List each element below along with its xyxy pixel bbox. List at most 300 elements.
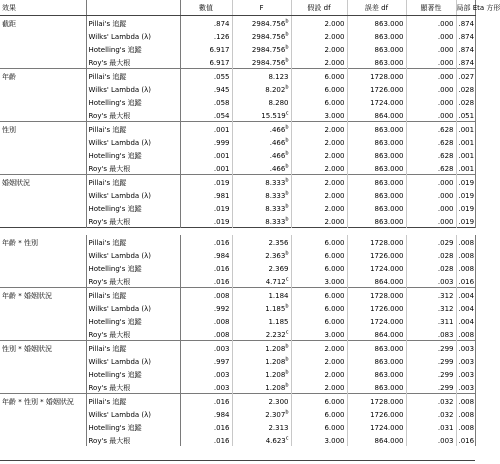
error-df-cell: 863.000	[347, 135, 406, 148]
f-value: 8.123	[268, 73, 289, 81]
hypothesis-df-cell: 3.000	[291, 274, 347, 288]
statistic-name: Hotelling's 追蹤	[86, 367, 180, 380]
hypothesis-df-cell: 3.000	[291, 433, 347, 446]
f-footnote-marker: b	[285, 250, 289, 257]
table-row	[0, 214, 475, 228]
separator-cell	[180, 228, 232, 236]
significance-cell: .031	[406, 420, 456, 433]
partial-eta-cell: .027	[456, 69, 475, 83]
separator-cell	[232, 228, 291, 236]
f-value: 2984.756	[251, 20, 286, 28]
error-df-cell: 1726.000	[347, 248, 406, 261]
header-effect: 效果	[0, 0, 86, 16]
header-statistic	[86, 0, 180, 16]
f-cell	[232, 161, 291, 175]
significance-cell: .000	[406, 55, 456, 69]
partial-eta-cell: .001	[456, 135, 475, 148]
f-footnote-marker: b	[285, 190, 289, 197]
error-df-cell: 863.000	[347, 201, 406, 214]
table-row	[0, 274, 475, 288]
f-cell	[232, 214, 291, 228]
value-cell: .001	[180, 148, 232, 161]
table-row	[0, 55, 475, 69]
table-row	[0, 175, 475, 189]
hypothesis-df-cell: 6.000	[291, 407, 347, 420]
f-cell	[232, 301, 291, 314]
header-value: 數值	[180, 0, 232, 16]
f-cell	[232, 16, 291, 30]
f-cell	[232, 288, 291, 302]
table-row	[0, 288, 475, 302]
f-footnote-marker: b	[285, 137, 289, 144]
error-df-cell: 1726.000	[347, 407, 406, 420]
significance-cell: .628	[406, 135, 456, 148]
partial-eta-cell: .003	[456, 367, 475, 380]
error-df-cell: 864.000	[347, 327, 406, 341]
f-cell	[232, 261, 291, 274]
significance-cell: .299	[406, 341, 456, 355]
hypothesis-df-cell: 6.000	[291, 69, 347, 83]
table-row	[0, 327, 475, 341]
table-row	[0, 394, 475, 408]
significance-cell: .000	[406, 82, 456, 95]
effect-cell-empty	[0, 327, 86, 341]
effect-cell-empty	[0, 95, 86, 108]
effect-cell-empty	[0, 248, 86, 261]
hypothesis-df-cell: 2.000	[291, 201, 347, 214]
f-cell	[232, 29, 291, 42]
effect-label: 截距	[0, 16, 86, 30]
statistic-name: Hotelling's 追蹤	[86, 95, 180, 108]
hypothesis-df-cell: 2.000	[291, 214, 347, 228]
f-cell	[232, 55, 291, 69]
header-f: F	[232, 0, 291, 16]
f-footnote-marker: c	[285, 110, 289, 117]
partial-eta-cell: .008	[456, 394, 475, 408]
effect-label: 年齡 * 婚姻狀況	[0, 288, 86, 302]
significance-cell: .000	[406, 42, 456, 55]
effect-label: 性別 * 婚姻狀況	[0, 341, 86, 355]
f-cell	[232, 327, 291, 341]
effect-cell-empty	[0, 188, 86, 201]
statistic-name: Wilks' Lambda (λ)	[86, 354, 180, 367]
significance-cell: .311	[406, 314, 456, 327]
effect-cell-empty	[0, 354, 86, 367]
value-cell: .016	[180, 235, 232, 248]
header-error-df: 誤差 df	[347, 0, 406, 16]
f-value: 2.363	[265, 252, 286, 260]
hypothesis-df-cell: 6.000	[291, 95, 347, 108]
significance-cell: .299	[406, 367, 456, 380]
value-cell: .001	[180, 122, 232, 136]
table-row	[0, 235, 475, 248]
f-value: 1.185	[265, 305, 286, 313]
statistic-name: Pillai's 追蹤	[86, 175, 180, 189]
effect-cell-empty	[0, 301, 86, 314]
table-row	[0, 108, 475, 122]
f-cell	[232, 274, 291, 288]
f-footnote-marker: b	[285, 356, 289, 363]
statistic-name: Pillai's 追蹤	[86, 69, 180, 83]
table-row	[0, 433, 475, 446]
separator-cell	[406, 228, 456, 236]
partial-eta-cell: .003	[456, 354, 475, 367]
statistic-name: Pillai's 追蹤	[86, 341, 180, 355]
hypothesis-df-cell: 6.000	[291, 314, 347, 327]
value-cell: .016	[180, 261, 232, 274]
f-footnote-marker: b	[285, 150, 289, 157]
value-cell: .001	[180, 161, 232, 175]
error-df-cell: 1726.000	[347, 82, 406, 95]
f-footnote-marker: b	[285, 124, 289, 131]
effect-cell-empty	[0, 380, 86, 394]
f-footnote-marker: b	[285, 163, 289, 170]
table-row	[0, 341, 475, 355]
table-row	[0, 16, 475, 30]
f-footnote-marker: b	[285, 203, 289, 210]
table-row	[0, 82, 475, 95]
value-cell: .003	[180, 380, 232, 394]
hypothesis-df-cell: 2.000	[291, 354, 347, 367]
f-cell	[232, 420, 291, 433]
value-cell: .016	[180, 420, 232, 433]
error-df-cell: 863.000	[347, 341, 406, 355]
hypothesis-df-cell: 6.000	[291, 235, 347, 248]
f-value: 2984.756	[251, 33, 286, 41]
error-df-cell: 863.000	[347, 367, 406, 380]
f-value: 1.208	[265, 371, 286, 379]
statistic-name: Roy's 最大根	[86, 380, 180, 394]
effect-cell-empty	[0, 214, 86, 228]
hypothesis-df-cell: 6.000	[291, 82, 347, 95]
f-cell	[232, 122, 291, 136]
error-df-cell: 1724.000	[347, 95, 406, 108]
header-partial-eta-squared: 局部 Eta 方形	[456, 0, 475, 16]
value-cell: 6.917	[180, 55, 232, 69]
table-row	[0, 42, 475, 55]
error-df-cell: 1724.000	[347, 420, 406, 433]
f-cell	[232, 367, 291, 380]
f-cell	[232, 341, 291, 355]
effect-cell-empty	[0, 261, 86, 274]
f-value: 1.208	[265, 345, 286, 353]
value-cell: .874	[180, 16, 232, 30]
statistic-name: Wilks' Lambda (λ)	[86, 29, 180, 42]
header-hypothesis-df: 假設 df	[291, 0, 347, 16]
f-footnote-marker: b	[285, 44, 289, 51]
f-footnote-marker: b	[285, 382, 289, 389]
f-value: 1.208	[265, 358, 286, 366]
statistic-name: Wilks' Lambda (λ)	[86, 82, 180, 95]
separator-cell	[86, 228, 180, 236]
f-value: 8.333	[265, 192, 286, 200]
hypothesis-df-cell: 2.000	[291, 380, 347, 394]
statistic-name: Roy's 最大根	[86, 161, 180, 175]
f-cell	[232, 314, 291, 327]
partial-eta-cell: .019	[456, 175, 475, 189]
significance-cell: .000	[406, 188, 456, 201]
hypothesis-df-cell: 6.000	[291, 288, 347, 302]
f-footnote-marker: c	[285, 276, 289, 283]
f-footnote-marker: b	[285, 409, 289, 416]
effect-label: 年齡 * 性別	[0, 235, 86, 248]
f-value: 2.356	[268, 239, 289, 247]
error-df-cell: 863.000	[347, 354, 406, 367]
significance-cell: .028	[406, 248, 456, 261]
error-df-cell: 1728.000	[347, 69, 406, 83]
partial-eta-cell: .028	[456, 95, 475, 108]
effect-cell-empty	[0, 314, 86, 327]
f-footnote-marker: b	[285, 57, 289, 64]
table-row	[0, 314, 475, 327]
hypothesis-df-cell: 6.000	[291, 261, 347, 274]
f-value: .466	[269, 152, 286, 160]
significance-cell: .003	[406, 433, 456, 446]
error-df-cell: 863.000	[347, 380, 406, 394]
statistic-name: Hotelling's 追蹤	[86, 148, 180, 161]
statistic-name: Wilks' Lambda (λ)	[86, 407, 180, 420]
partial-eta-cell: .003	[456, 341, 475, 355]
hypothesis-df-cell: 6.000	[291, 394, 347, 408]
f-value: 1.185	[268, 318, 289, 326]
error-df-cell: 863.000	[347, 188, 406, 201]
partial-eta-cell: .008	[456, 407, 475, 420]
statistic-name: Pillai's 追蹤	[86, 122, 180, 136]
partial-eta-cell: .001	[456, 148, 475, 161]
f-value: 2.369	[268, 265, 289, 273]
f-value: 2.232	[265, 331, 286, 339]
table-row	[0, 367, 475, 380]
table-row	[0, 380, 475, 394]
value-cell: .997	[180, 354, 232, 367]
effect-cell-empty	[0, 420, 86, 433]
value-cell: .016	[180, 274, 232, 288]
f-value: 2984.756	[251, 59, 286, 67]
partial-eta-cell: .001	[456, 161, 475, 175]
significance-cell: .000	[406, 95, 456, 108]
significance-cell: .000	[406, 16, 456, 30]
effect-cell-empty	[0, 135, 86, 148]
f-cell	[232, 175, 291, 189]
header-row	[0, 0, 475, 16]
f-cell	[232, 82, 291, 95]
hypothesis-df-cell: 2.000	[291, 122, 347, 136]
f-value: .466	[269, 126, 286, 134]
hypothesis-df-cell: 6.000	[291, 248, 347, 261]
f-cell	[232, 148, 291, 161]
value-cell: .126	[180, 29, 232, 42]
significance-cell: .312	[406, 288, 456, 302]
error-df-cell: 863.000	[347, 175, 406, 189]
effect-cell-empty	[0, 148, 86, 161]
error-df-cell: 863.000	[347, 161, 406, 175]
significance-cell: .000	[406, 108, 456, 122]
f-cell	[232, 108, 291, 122]
header-significance: 顯著性	[406, 0, 456, 16]
table-row	[0, 420, 475, 433]
f-cell	[232, 188, 291, 201]
partial-eta-cell: .008	[456, 327, 475, 341]
partial-eta-cell: .004	[456, 301, 475, 314]
f-cell	[232, 248, 291, 261]
f-value: 8.333	[265, 218, 286, 226]
value-cell: .992	[180, 301, 232, 314]
partial-eta-cell: .874	[456, 29, 475, 42]
table-row	[0, 407, 475, 420]
value-cell: .008	[180, 314, 232, 327]
f-cell	[232, 69, 291, 83]
value-cell: .008	[180, 288, 232, 302]
table-row	[0, 201, 475, 214]
hypothesis-df-cell: 3.000	[291, 108, 347, 122]
statistic-name: Pillai's 追蹤	[86, 394, 180, 408]
f-value: 4.623	[265, 437, 286, 445]
partial-eta-cell: .016	[456, 274, 475, 288]
partial-eta-cell: .019	[456, 188, 475, 201]
error-df-cell: 864.000	[347, 433, 406, 446]
significance-cell: .032	[406, 407, 456, 420]
table-row	[0, 354, 475, 367]
hypothesis-df-cell: 2.000	[291, 55, 347, 69]
f-value: 1.184	[268, 292, 289, 300]
f-value: 2.313	[268, 424, 289, 432]
partial-eta-cell: .051	[456, 108, 475, 122]
f-cell	[232, 42, 291, 55]
effect-cell-empty	[0, 433, 86, 446]
error-df-cell: 863.000	[347, 55, 406, 69]
error-df-cell: 1724.000	[347, 314, 406, 327]
statistic-name: Roy's 最大根	[86, 214, 180, 228]
table-row	[0, 135, 475, 148]
f-value: 2.300	[268, 398, 289, 406]
hypothesis-df-cell: 2.000	[291, 188, 347, 201]
table-row	[0, 69, 475, 83]
statistic-name: Hotelling's 追蹤	[86, 261, 180, 274]
value-cell: .019	[180, 201, 232, 214]
value-cell: .055	[180, 69, 232, 83]
f-footnote-marker: b	[285, 343, 289, 350]
table-row	[0, 188, 475, 201]
statistic-name: Roy's 最大根	[86, 55, 180, 69]
f-cell	[232, 394, 291, 408]
table-row	[0, 261, 475, 274]
value-cell: .016	[180, 433, 232, 446]
significance-cell: .083	[406, 327, 456, 341]
effect-cell-empty	[0, 29, 86, 42]
f-footnote-marker: c	[285, 435, 289, 442]
f-cell	[232, 95, 291, 108]
f-footnote-marker: b	[285, 177, 289, 184]
effect-cell-empty	[0, 42, 86, 55]
f-value: 2984.756	[251, 46, 286, 54]
effect-label: 年齡	[0, 69, 86, 83]
statistic-name: Wilks' Lambda (λ)	[86, 248, 180, 261]
hypothesis-df-cell: 6.000	[291, 301, 347, 314]
f-value: 8.333	[265, 179, 286, 187]
partial-eta-cell: .004	[456, 314, 475, 327]
value-cell: .945	[180, 82, 232, 95]
significance-cell: .003	[406, 274, 456, 288]
value-cell: .008	[180, 327, 232, 341]
partial-eta-cell: .016	[456, 433, 475, 446]
value-cell: 6.917	[180, 42, 232, 55]
f-cell	[232, 201, 291, 214]
value-cell: .999	[180, 135, 232, 148]
table-row	[0, 29, 475, 42]
partial-eta-cell: .019	[456, 214, 475, 228]
effect-cell-empty	[0, 82, 86, 95]
error-df-cell: 864.000	[347, 274, 406, 288]
partial-eta-cell: .003	[456, 380, 475, 394]
f-footnote-marker: b	[285, 18, 289, 25]
separator-cell	[0, 228, 86, 236]
partial-eta-cell: .019	[456, 201, 475, 214]
hypothesis-df-cell: 3.000	[291, 327, 347, 341]
error-df-cell: 1728.000	[347, 394, 406, 408]
significance-cell: .000	[406, 69, 456, 83]
significance-cell: .299	[406, 380, 456, 394]
significance-cell: .028	[406, 261, 456, 274]
value-cell: .019	[180, 175, 232, 189]
error-df-cell: 863.000	[347, 214, 406, 228]
section-separator-row	[0, 228, 475, 236]
statistic-name: Roy's 最大根	[86, 327, 180, 341]
partial-eta-cell: .001	[456, 122, 475, 136]
f-value: 1.208	[265, 384, 286, 392]
f-footnote-marker: b	[285, 31, 289, 38]
statistic-name: Pillai's 追蹤	[86, 288, 180, 302]
statistic-name: Pillai's 追蹤	[86, 235, 180, 248]
error-df-cell: 863.000	[347, 122, 406, 136]
table-row	[0, 148, 475, 161]
table-row	[0, 301, 475, 314]
effect-cell-empty	[0, 407, 86, 420]
error-df-cell: 863.000	[347, 16, 406, 30]
statistic-name: Hotelling's 追蹤	[86, 420, 180, 433]
value-cell: .003	[180, 367, 232, 380]
f-cell	[232, 380, 291, 394]
effect-label: 年齡 * 性別 * 婚姻狀況	[0, 394, 86, 408]
effect-label: 婚姻狀況	[0, 175, 86, 189]
statistic-name: Roy's 最大根	[86, 433, 180, 446]
error-df-cell: 1724.000	[347, 261, 406, 274]
statistic-name: Pillai's 追蹤	[86, 16, 180, 30]
significance-cell: .628	[406, 122, 456, 136]
table-row	[0, 95, 475, 108]
value-cell: .984	[180, 248, 232, 261]
partial-eta-cell: .008	[456, 420, 475, 433]
f-cell	[232, 433, 291, 446]
f-value: 8.280	[268, 99, 289, 107]
f-footnote-marker: b	[285, 303, 289, 310]
error-df-cell: 1728.000	[347, 235, 406, 248]
error-df-cell: 864.000	[347, 108, 406, 122]
significance-cell: .628	[406, 161, 456, 175]
partial-eta-cell: .874	[456, 42, 475, 55]
significance-cell: .000	[406, 29, 456, 42]
table-row	[0, 122, 475, 136]
statistic-name: Wilks' Lambda (λ)	[86, 188, 180, 201]
f-footnote-marker: c	[285, 329, 289, 336]
hypothesis-df-cell: 2.000	[291, 135, 347, 148]
effect-label: 性別	[0, 122, 86, 136]
hypothesis-df-cell: 2.000	[291, 175, 347, 189]
hypothesis-df-cell: 2.000	[291, 148, 347, 161]
statistic-name: Roy's 最大根	[86, 108, 180, 122]
separator-cell	[291, 228, 347, 236]
significance-cell: .312	[406, 301, 456, 314]
table-bottom-border	[0, 460, 475, 461]
